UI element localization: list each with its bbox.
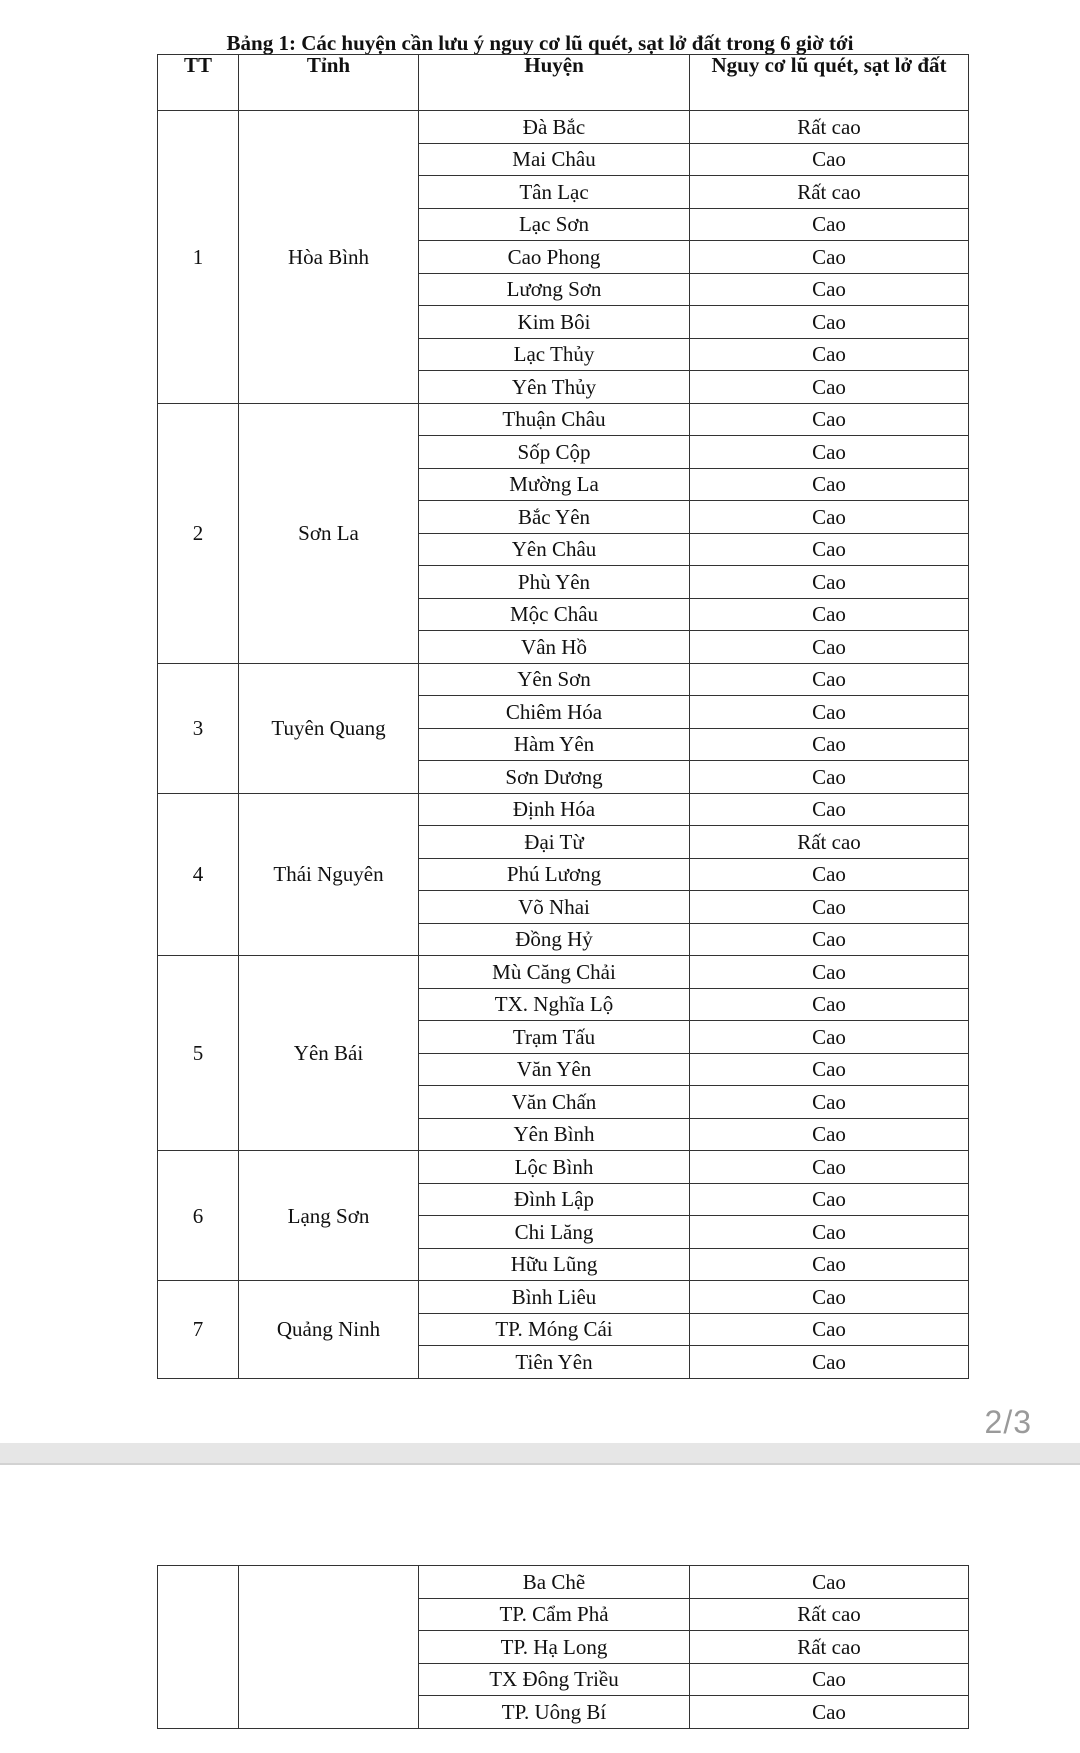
tt-cell: 2 xyxy=(158,403,239,663)
district-cell: Cao Phong xyxy=(419,241,690,274)
risk-cell: Cao xyxy=(690,1086,969,1119)
district-cell: Kim Bôi xyxy=(419,306,690,339)
district-cell: Yên Sơn xyxy=(419,663,690,696)
table-row xyxy=(158,663,969,696)
risk-cell: Cao xyxy=(690,663,969,696)
table-row xyxy=(158,1151,969,1184)
risk-cell: Cao xyxy=(690,696,969,729)
district-cell: Hữu Lũng xyxy=(419,1248,690,1281)
risk-cell: Cao xyxy=(690,501,969,534)
header-risk: Nguy cơ lũ quét, sạt lở đất xyxy=(690,55,969,111)
district-cell: Thuận Châu xyxy=(419,403,690,436)
table-header-row xyxy=(158,55,969,111)
header-province: Tỉnh xyxy=(239,55,419,111)
district-cell: Đồng Hỷ xyxy=(419,923,690,956)
district-cell: Mộc Châu xyxy=(419,598,690,631)
risk-table xyxy=(157,54,969,1379)
table-row xyxy=(158,1281,969,1314)
district-cell: Sốp Cộp xyxy=(419,436,690,469)
risk-cell: Cao xyxy=(690,1118,969,1151)
risk-cell: Cao xyxy=(690,468,969,501)
district-cell: Tân Lạc xyxy=(419,176,690,209)
district-cell: Đại Từ xyxy=(419,826,690,859)
risk-cell: Cao xyxy=(690,566,969,599)
district-cell: Đà Bắc xyxy=(419,111,690,144)
district-cell: Đình Lập xyxy=(419,1183,690,1216)
district-cell: Sơn Dương xyxy=(419,761,690,794)
risk-cell: Cao xyxy=(690,1566,969,1599)
tt-cell: 3 xyxy=(158,663,239,793)
district-cell: TP. Uông Bí xyxy=(419,1696,690,1729)
risk-cell: Cao xyxy=(690,436,969,469)
risk-cell: Cao xyxy=(690,1663,969,1696)
risk-cell: Cao xyxy=(690,1281,969,1314)
district-cell: Tiên Yên xyxy=(419,1346,690,1379)
tt-cell-empty xyxy=(158,1566,239,1729)
district-cell: Yên Châu xyxy=(419,533,690,566)
risk-cell: Cao xyxy=(690,208,969,241)
risk-cell: Cao xyxy=(690,793,969,826)
district-cell: Trạm Tấu xyxy=(419,1021,690,1054)
risk-cell: Cao xyxy=(690,533,969,566)
risk-cell: Cao xyxy=(690,1696,969,1729)
district-cell: Mù Căng Chải xyxy=(419,956,690,989)
risk-cell: Rất cao xyxy=(690,176,969,209)
risk-cell: Cao xyxy=(690,1248,969,1281)
district-cell: Chi Lăng xyxy=(419,1216,690,1249)
risk-cell: Cao xyxy=(690,923,969,956)
risk-cell: Cao xyxy=(690,143,969,176)
district-cell: Văn Chấn xyxy=(419,1086,690,1119)
risk-cell: Cao xyxy=(690,1346,969,1379)
risk-cell: Cao xyxy=(690,1151,969,1184)
risk-cell: Cao xyxy=(690,988,969,1021)
table-caption: Bảng 1: Các huyện cần lưu ý nguy cơ lũ quét, sạt lở đất trong 6 giờ tới xyxy=(226,31,854,55)
risk-cell: Cao xyxy=(690,761,969,794)
risk-cell: Cao xyxy=(690,1313,969,1346)
district-cell: Yên Bình xyxy=(419,1118,690,1151)
risk-cell: Cao xyxy=(690,1183,969,1216)
province-cell: Lạng Sơn xyxy=(239,1151,419,1281)
header-tt: TT xyxy=(158,55,239,111)
table-row xyxy=(158,403,969,436)
district-cell: Võ Nhai xyxy=(419,891,690,924)
risk-cell: Cao xyxy=(690,241,969,274)
tt-cell: 4 xyxy=(158,793,239,956)
page-separator xyxy=(0,1443,1080,1465)
district-cell: Lộc Bình xyxy=(419,1151,690,1184)
tt-cell: 1 xyxy=(158,111,239,404)
page-indicator: 2/3 xyxy=(984,1404,1032,1440)
province-cell-empty xyxy=(239,1566,419,1729)
district-cell: Ba Chẽ xyxy=(419,1566,690,1599)
risk-table-continuation xyxy=(157,1565,969,1729)
district-cell: Chiêm Hóa xyxy=(419,696,690,729)
risk-cell: Cao xyxy=(690,858,969,891)
district-cell: Phù Yên xyxy=(419,566,690,599)
district-cell: Định Hóa xyxy=(419,793,690,826)
district-cell: Bắc Yên xyxy=(419,501,690,534)
risk-cell: Rất cao xyxy=(690,111,969,144)
district-cell: Mường La xyxy=(419,468,690,501)
risk-cell: Cao xyxy=(690,273,969,306)
risk-cell: Rất cao xyxy=(690,1598,969,1631)
province-cell: Sơn La xyxy=(239,403,419,663)
risk-cell: Cao xyxy=(690,1053,969,1086)
risk-cell: Cao xyxy=(690,891,969,924)
risk-cell: Cao xyxy=(690,403,969,436)
table-body xyxy=(158,111,969,1379)
district-cell: Mai Châu xyxy=(419,143,690,176)
district-cell: Phú Lương xyxy=(419,858,690,891)
risk-cell: Cao xyxy=(690,371,969,404)
district-cell: TP. Cẩm Phả xyxy=(419,1598,690,1631)
header-district: Huyện xyxy=(419,55,690,111)
district-cell: Lương Sơn xyxy=(419,273,690,306)
risk-cell: Cao xyxy=(690,598,969,631)
district-cell: TX. Nghĩa Lộ xyxy=(419,988,690,1021)
district-cell: Yên Thủy xyxy=(419,371,690,404)
risk-cell: Cao xyxy=(690,1216,969,1249)
risk-cell: Rất cao xyxy=(690,1631,969,1664)
province-cell: Hòa Bình xyxy=(239,111,419,404)
risk-cell: Cao xyxy=(690,631,969,664)
tt-cell: 7 xyxy=(158,1281,239,1379)
risk-cell: Cao xyxy=(690,1021,969,1054)
tt-cell: 6 xyxy=(158,1151,239,1281)
risk-cell: Cao xyxy=(690,338,969,371)
district-cell: TP. Hạ Long xyxy=(419,1631,690,1664)
district-cell: Bình Liêu xyxy=(419,1281,690,1314)
district-cell: TP. Móng Cái xyxy=(419,1313,690,1346)
table-row xyxy=(158,1566,969,1599)
district-cell: TX Đông Triều xyxy=(419,1663,690,1696)
tt-cell: 5 xyxy=(158,956,239,1151)
province-cell: Quảng Ninh xyxy=(239,1281,419,1379)
province-cell: Thái Nguyên xyxy=(239,793,419,956)
continuation-body xyxy=(158,1566,969,1729)
province-cell: Yên Bái xyxy=(239,956,419,1151)
province-cell: Tuyên Quang xyxy=(239,663,419,793)
district-cell: Hàm Yên xyxy=(419,728,690,761)
risk-cell: Cao xyxy=(690,306,969,339)
risk-cell: Cao xyxy=(690,956,969,989)
district-cell: Lạc Thủy xyxy=(419,338,690,371)
table-row xyxy=(158,956,969,989)
district-cell: Văn Yên xyxy=(419,1053,690,1086)
risk-cell: Rất cao xyxy=(690,826,969,859)
district-cell: Lạc Sơn xyxy=(419,208,690,241)
district-cell: Vân Hồ xyxy=(419,631,690,664)
table-row xyxy=(158,793,969,826)
risk-cell: Cao xyxy=(690,728,969,761)
table-row xyxy=(158,111,969,144)
